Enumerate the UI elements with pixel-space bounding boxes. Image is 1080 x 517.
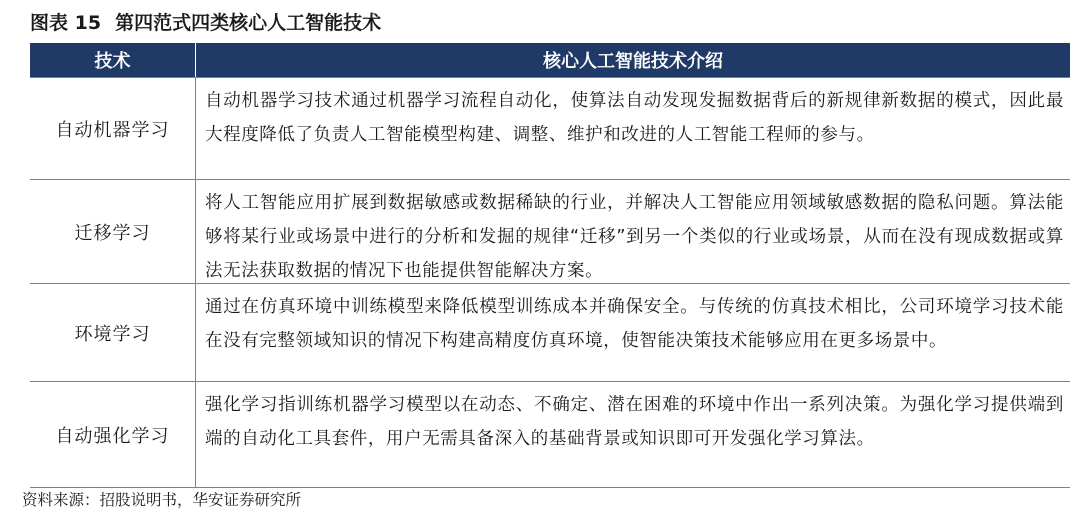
technology-name: 自动机器学习 <box>30 78 196 179</box>
table-row <box>30 179 1070 283</box>
source-note: 资料来源：招股说明书，华安证券研究所 <box>22 491 302 509</box>
figure-caption <box>30 8 381 38</box>
figure-title: 第四范式四类核心人工智能技术 <box>115 12 382 34</box>
table-row <box>30 283 1070 381</box>
table-row <box>30 381 1070 487</box>
technology-description: 强化学习指训练机器学习模型以在动态、不确定、潜在困难的环境中作出一系列决策。为强化学习提供端到端的自动化工具套件，用户无需具备深入的基础背景或知识即可开发强化学习算法。 <box>205 395 1064 449</box>
table-row <box>30 77 1070 179</box>
technology-table <box>30 43 1070 488</box>
technology-name: 环境学习 <box>30 284 196 381</box>
technology-name: 自动强化学习 <box>30 382 196 487</box>
header-technology: 技术 <box>30 43 196 77</box>
table-header-row <box>30 43 1070 77</box>
header-description: 核心人工智能技术介绍 <box>543 51 723 72</box>
technology-description: 通过在仿真环境中训练模型来降低模型训练成本并确保安全。与传统的仿真技术相比，公司环境学习技术能在没有完整领域知识的情况下构建高精度仿真环境，使智能决策技术能够应用在更多场景中。 <box>205 297 1064 351</box>
figure-label: 图表 15 <box>30 12 102 34</box>
technology-description: 自动机器学习技术通过机器学习流程自动化，使算法自动发现发掘数据背后的新规律新数据的模式，因此最大程度降低了负责人工智能模型构建、调整、维护和改进的人工智能工程师的参与。 <box>205 91 1064 145</box>
technology-name: 迁移学习 <box>30 180 196 283</box>
technology-description: 将人工智能应用扩展到数据敏感或数据稀缺的行业，并解决人工智能应用领域敏感数据的隐私问题。算法能够将某行业或场景中进行的分析和发掘的规律“迁移”到另一个类似的行业或场景，从而在没有现成数据或算法无法获取数据的情况下也能提供智能解决方案。 <box>205 193 1064 281</box>
